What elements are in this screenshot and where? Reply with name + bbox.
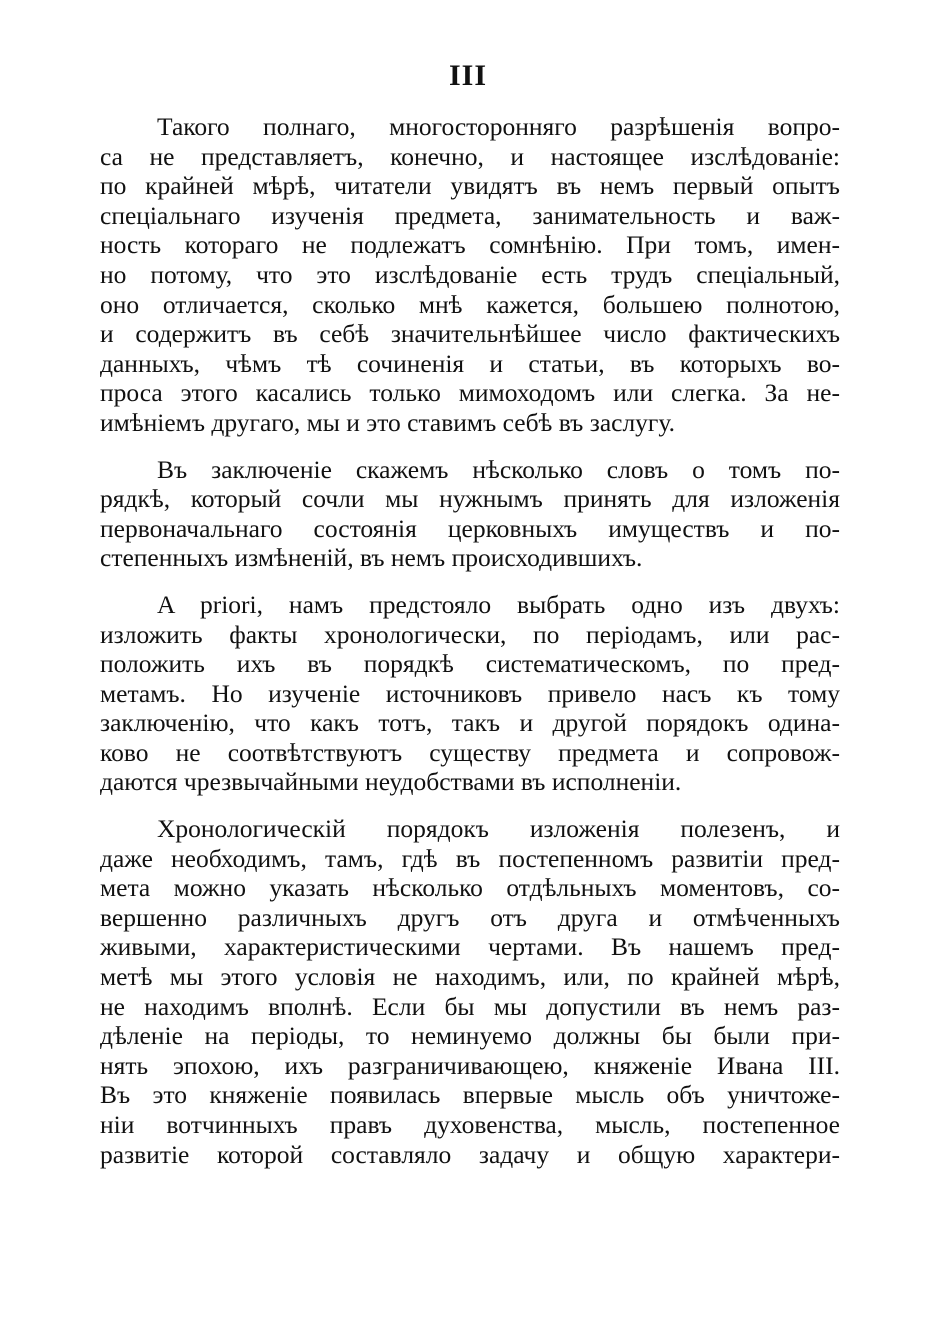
paragraph-2 (100, 455, 840, 573)
text-line: мета можно указать нѣсколько отдѣльныхъ моментовъ, со- (100, 873, 840, 903)
text-line: но потому, что это изслѣдованіе есть трудъ спеціальный, (100, 259, 840, 289)
paragraph-3 (100, 590, 840, 797)
text-line: степенныхъ измѣненій, въ немъ происходившихъ. (100, 543, 643, 573)
text-line: ково не соотвѣтствуютъ существу предмета и сопровож- (100, 737, 840, 767)
page-number: III (448, 59, 488, 92)
text-line: метамъ. Но изученіе источниковъ привело насъ къ тому (100, 678, 840, 708)
text-line: и содержитъ въ себѣ значительнѣйшее число фактическихъ (100, 319, 840, 349)
text-line: по крайней мѣрѣ, читатели увидятъ въ немъ первый опытъ (100, 171, 840, 201)
text-line: положить ихъ въ порядкѣ систематическомъ, по пред- (100, 649, 840, 679)
text-line: данныхъ, чѣмъ тѣ сочиненія и статьи, въ которыхъ во- (100, 348, 840, 378)
text-line: рядкѣ, который сочли мы нужнымъ принять для изложенія (100, 484, 840, 514)
body-text (100, 112, 840, 1186)
text-line: метѣ мы этого условія не находимъ, или, по крайней мѣрѣ, (100, 962, 840, 992)
text-line: развитіе которой составляло задачу и общую характери- (100, 1139, 840, 1169)
text-line: первоначальнаго состоянія церковныхъ имуществъ и по- (100, 513, 840, 543)
text-line: проса этого касались только мимоходомъ или слегка. За не- (100, 378, 840, 408)
text-line: изложить факты хронологически, по періодамъ, или рас- (100, 619, 840, 649)
text-line: ность котораго не подлежатъ сомнѣнію. При томъ, имен- (100, 230, 840, 260)
text-line: заключенію, что какъ тотъ, такъ и другой порядокъ одина- (100, 708, 840, 738)
text-line: даже необходимъ, тамъ, гдѣ въ постепенномъ развитіи пред- (100, 843, 840, 873)
paragraph-4 (100, 814, 840, 1169)
text-line: ніи вотчинныхъ правъ духовенства, мысль, постепенное (100, 1110, 840, 1139)
text-line: вершенно различныхъ другъ отъ друга и отмѣченныхъ (100, 902, 840, 932)
text-line: дѣленіе на періоды, то неминуемо должны бы были при- (100, 1021, 840, 1051)
text-line: спеціальнаго изученія предмета, занимательность и важ- (100, 200, 840, 230)
text-line: нять эпохою, ихъ разграничивающею, княженіе Ивана III. (100, 1050, 840, 1080)
text-line: Такого полнаго, многосторонняго разрѣшенія вопро- (157, 112, 840, 141)
text-line: даются чрезвычайными неудобствами въ исполненіи. (100, 767, 682, 797)
text-line: не находимъ вполнѣ. Если бы мы допустили въ немъ раз- (100, 991, 840, 1021)
text-line: Хронологическій порядокъ изложенія полезенъ, и (157, 814, 840, 844)
text-line: Въ заключеніе скажемъ нѣсколько словъ о томъ по- (157, 454, 840, 484)
paragraph-1 (100, 112, 840, 438)
text-line: A priori, намъ предстояло выбрать одно изъ двухъ: (157, 589, 840, 619)
text-line: живыми, характеристическими чертами. Въ нашемъ пред- (100, 932, 840, 962)
text-line: оно отличается, сколько мнѣ кажется, большею полнотою, (100, 289, 840, 319)
text-line: имѣніемъ другаго, мы и это ставимъ себѣ въ заслугу. (100, 407, 675, 437)
text-line: Въ это княженіе появилась впервые мысль объ уничтоже- (100, 1080, 840, 1110)
text-line: са не представляетъ, конечно, и настоящее изслѣдованіе: (100, 141, 840, 171)
